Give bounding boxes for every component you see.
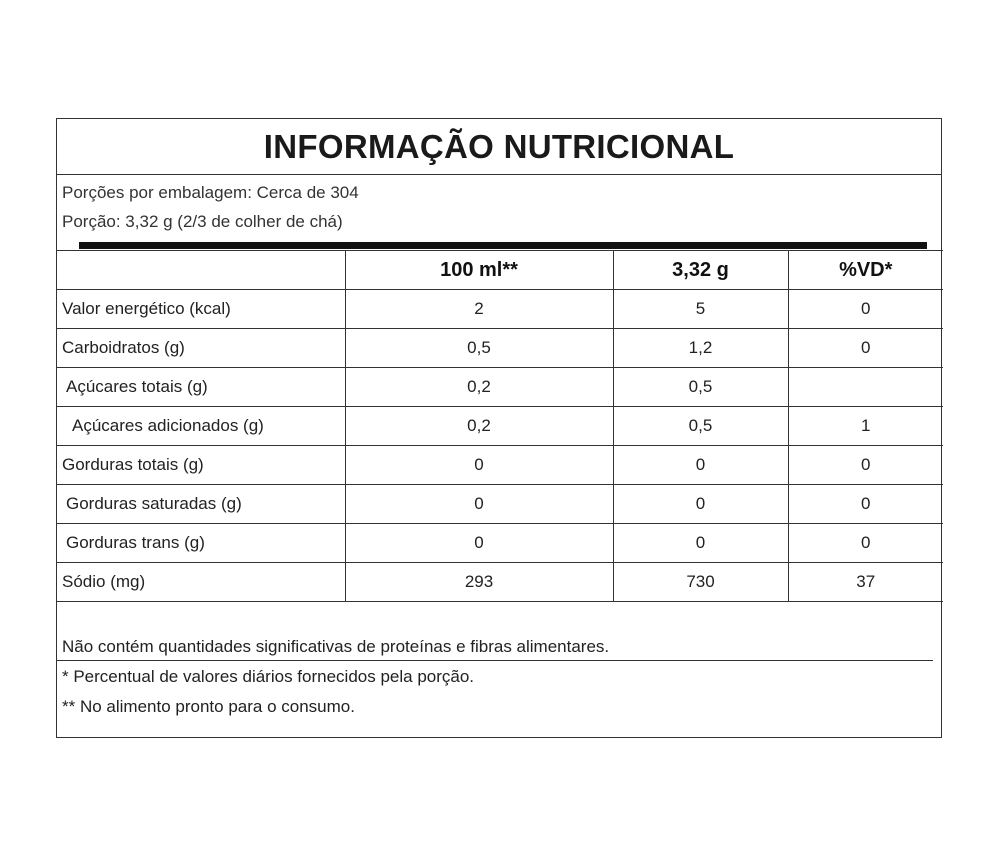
footnote-ready-to-consume: ** No alimento pronto para o consumo. — [62, 697, 355, 716]
table-row — [56, 407, 943, 446]
footnote-divider — [57, 660, 933, 661]
header-per-100ml: 100 ml** — [345, 251, 613, 290]
value-per-portion: 0,5 — [613, 368, 788, 407]
nutrient-name: Carboidratos (g) — [56, 329, 345, 368]
value-per-100ml: 0,5 — [345, 329, 613, 368]
value-daily: 37 — [788, 563, 943, 602]
table-row — [56, 368, 943, 407]
value-per-portion: 0,5 — [613, 407, 788, 446]
table-row — [56, 563, 943, 602]
value-daily: 1 — [788, 407, 943, 446]
header-per-portion: 3,32 g — [613, 251, 788, 290]
value-per-100ml: 0 — [345, 446, 613, 485]
value-per-portion: 0 — [613, 446, 788, 485]
value-daily: 0 — [788, 290, 943, 329]
value-per-portion: 0 — [613, 524, 788, 563]
servings-per-package: Porções por embalagem: Cerca de 304 — [62, 183, 359, 202]
thick-divider — [79, 242, 927, 249]
value-daily: 0 — [788, 524, 943, 563]
nutrient-name: Gorduras saturadas (g) — [56, 485, 345, 524]
value-daily — [788, 368, 943, 407]
value-per-100ml: 0 — [345, 524, 613, 563]
header-daily-value: %VD* — [788, 251, 943, 290]
nutrient-name: Gorduras trans (g) — [56, 524, 345, 563]
nutrient-name: Gorduras totais (g) — [56, 446, 345, 485]
value-daily: 0 — [788, 485, 943, 524]
table-row — [56, 446, 943, 485]
footnote-not-significant: Não contém quantidades significativas de proteínas e fibras alimentares. — [62, 637, 610, 656]
value-per-100ml: 0 — [345, 485, 613, 524]
portion-size: Porção: 3,32 g (2/3 de colher de chá) — [62, 212, 343, 231]
header-nutrient — [56, 251, 345, 290]
table-row — [56, 524, 943, 563]
label-title: INFORMAÇÃO NUTRICIONAL — [57, 119, 941, 175]
nutrient-name: Açúcares adicionados (g) — [56, 407, 345, 446]
nutrition-facts-label — [56, 118, 942, 738]
nutrition-table — [56, 250, 943, 602]
value-per-portion: 730 — [613, 563, 788, 602]
footnote-daily-value: * Percentual de valores diários fornecidos pela porção. — [62, 667, 475, 686]
value-per-portion: 5 — [613, 290, 788, 329]
value-per-100ml: 293 — [345, 563, 613, 602]
nutrient-name: Sódio (mg) — [56, 563, 345, 602]
value-per-portion: 0 — [613, 485, 788, 524]
value-per-portion: 1,2 — [613, 329, 788, 368]
value-daily: 0 — [788, 446, 943, 485]
value-daily: 0 — [788, 329, 943, 368]
table-row — [56, 290, 943, 329]
table-row — [56, 329, 943, 368]
value-per-100ml: 0,2 — [345, 407, 613, 446]
nutrient-name: Valor energético (kcal) — [56, 290, 345, 329]
table-header-row — [56, 251, 943, 290]
value-per-100ml: 2 — [345, 290, 613, 329]
value-per-100ml: 0,2 — [345, 368, 613, 407]
nutrient-name: Açúcares totais (g) — [56, 368, 345, 407]
table-row — [56, 485, 943, 524]
